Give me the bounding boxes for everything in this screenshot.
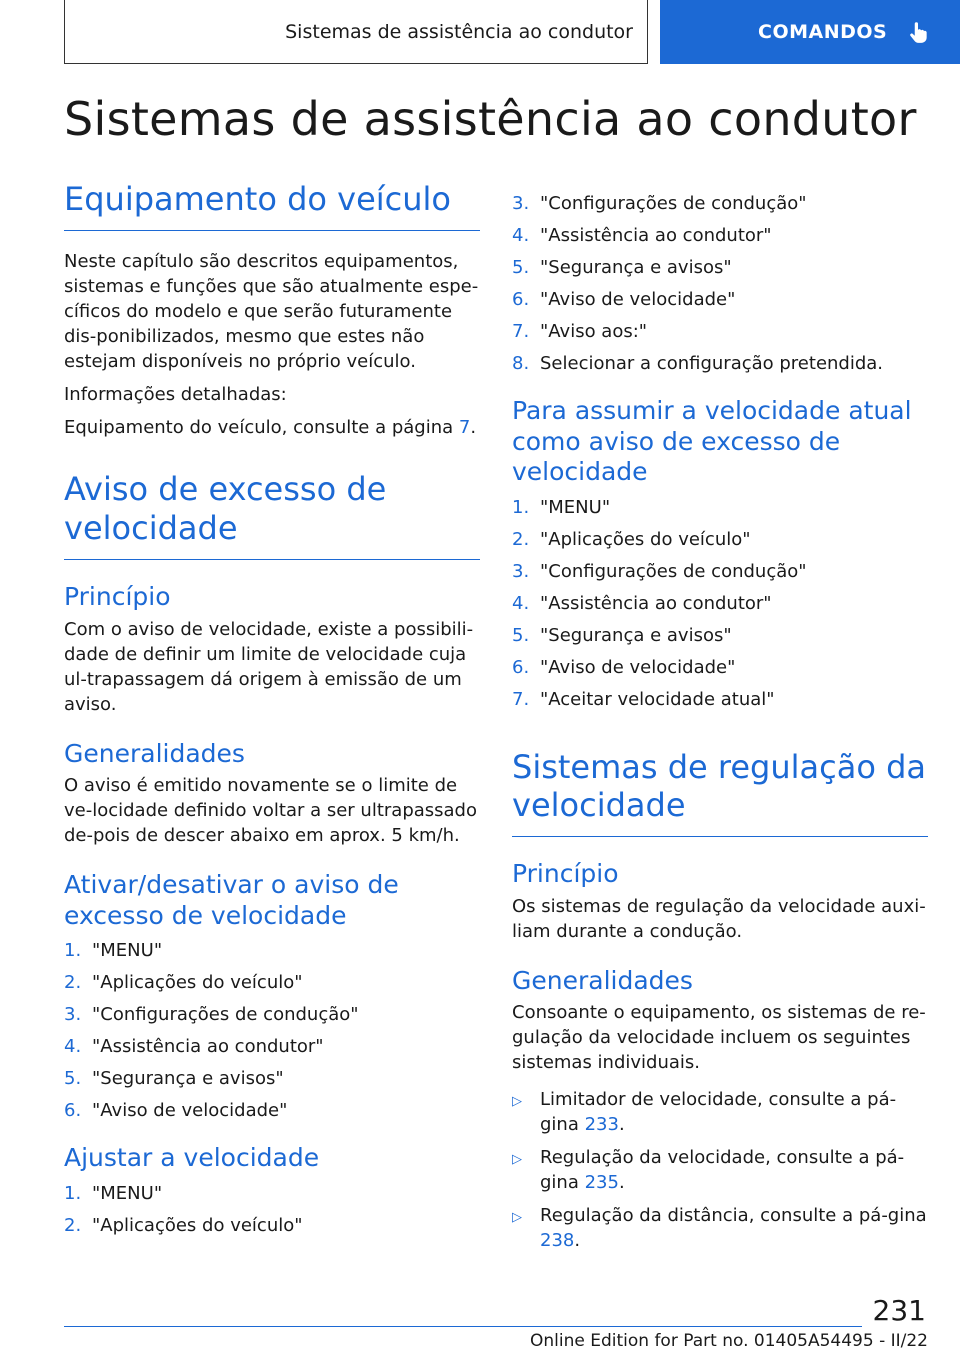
- page-link[interactable]: 7: [458, 417, 471, 439]
- list-item: [64, 967, 480, 999]
- current-steps-list: [512, 492, 928, 716]
- step-number: 6.: [512, 656, 530, 678]
- list-item: [64, 1095, 480, 1127]
- equipment-reference: [64, 415, 480, 440]
- step-text: "Aviso de velocidade": [540, 656, 736, 678]
- page-link[interactable]: 235: [584, 1172, 619, 1194]
- left-column: [64, 180, 480, 1242]
- triangle-bullet-icon: ▷: [512, 1210, 522, 1226]
- footer-edition: Online Edition for Part no. 01405A54495 - II/22: [529, 1331, 928, 1351]
- step-number: 5.: [512, 624, 530, 646]
- step-number: 5.: [512, 257, 530, 278]
- step-number: 1.: [64, 940, 82, 962]
- list-item: [512, 492, 928, 524]
- heading-equipment: Equipamento do veículo: [64, 180, 480, 231]
- toggle-steps-list: [64, 935, 480, 1127]
- step-number: 7.: [512, 688, 530, 710]
- adjust-steps-list: [64, 1178, 480, 1242]
- footer-divider: [64, 1326, 862, 1327]
- page-link[interactable]: 238: [540, 1230, 575, 1252]
- equipment-paragraph: Neste capítulo são descritos equipamentos, sistemas e funções que são atualmente espe-cíficos do modelo e que serão futuramente dis-ponibilizados, mesmo que estes não estejam disponíveis no próprio veículo.: [64, 251, 479, 373]
- step-number: 2.: [512, 528, 530, 550]
- reference-text: Equipamento do veículo, consulte a página: [64, 417, 459, 439]
- general-text-2: Consoante o equipamento, os sistemas de re-gulação da velocidade incluem os seguintes sistemas individuais.: [512, 1002, 926, 1074]
- step-number: 2.: [64, 1214, 82, 1236]
- step-text: "Aceitar velocidade atual": [540, 688, 775, 710]
- right-column: [512, 188, 928, 1261]
- general-text: O aviso é emitido novamente se o limite de ve-locidade definido voltar a ser ultrapassado de-pois de descer abaixo em aprox. 5 km/h.: [64, 775, 477, 847]
- step-text: "Segurança e avisos": [92, 1068, 284, 1090]
- section-title: Sistemas de assistência ao condutor: [285, 20, 633, 43]
- list-item: [64, 1210, 480, 1242]
- reference-end: .: [470, 417, 477, 439]
- step-text: "Aviso aos:": [540, 321, 648, 342]
- heading-toggle-warning: Ativar/desativar o aviso de excesso de velocidade: [64, 870, 399, 930]
- step-number: 1.: [64, 1182, 82, 1204]
- step-text: "MENU": [92, 940, 163, 962]
- step-number: 4.: [512, 225, 530, 246]
- step-text: "Aplicações do veículo": [92, 1214, 303, 1236]
- step-number: 6.: [512, 289, 530, 310]
- bullet-text-body: Regulação da velocidade, consulte a pá-gina: [540, 1147, 905, 1194]
- step-number: 1.: [512, 496, 530, 518]
- step-number: 4.: [64, 1036, 82, 1058]
- list-item: [512, 316, 928, 348]
- step-number: 8.: [512, 353, 530, 374]
- step-text: "Assistência ao condutor": [540, 592, 772, 614]
- list-item: [512, 524, 928, 556]
- bullet-text-body: Limitador de velocidade, consulte a pá-gina: [540, 1089, 897, 1136]
- step-text: Selecionar a configuração pretendida.: [540, 353, 884, 374]
- triangle-bullet-icon: ▷: [512, 1094, 522, 1110]
- list-item: [512, 1203, 928, 1253]
- step-text: "Aviso de velocidade": [92, 1100, 288, 1122]
- heading-general-2: Generalidades: [512, 965, 693, 995]
- list-item: [512, 684, 928, 716]
- list-item: [512, 620, 928, 652]
- section-header: [64, 0, 648, 64]
- list-item: [512, 1087, 928, 1137]
- step-text: "Segurança e avisos": [540, 624, 732, 646]
- bullet-text: [540, 1087, 928, 1137]
- list-item: [512, 284, 928, 316]
- page-number: 231: [872, 1294, 926, 1327]
- step-text: "Configurações de condução": [92, 1004, 359, 1026]
- list-item: [64, 935, 480, 967]
- list-item: [512, 188, 928, 220]
- adjust-steps-list-continued: [512, 188, 928, 380]
- step-number: 3.: [512, 193, 530, 214]
- bullet-text: [540, 1203, 928, 1253]
- step-text: "Configurações de condução": [540, 560, 807, 582]
- step-number: 6.: [64, 1100, 82, 1122]
- list-item: [512, 556, 928, 588]
- list-item: [64, 1031, 480, 1063]
- step-number: 3.: [64, 1004, 82, 1026]
- heading-principle-2: Princípio: [512, 859, 619, 889]
- page-link[interactable]: 233: [584, 1114, 619, 1136]
- info-label: Informações detalhadas:: [64, 384, 287, 406]
- step-number: 5.: [64, 1068, 82, 1090]
- bullet-text-end: .: [618, 1172, 625, 1194]
- list-item: [64, 1063, 480, 1095]
- step-text: "MENU": [540, 496, 611, 518]
- principle-text-2: Os sistemas de regulação da velocidade auxi-liam durante a condução.: [512, 895, 926, 942]
- step-number: 7.: [512, 321, 530, 342]
- step-number: 2.: [64, 972, 82, 994]
- list-item: [512, 1145, 928, 1195]
- list-item: [512, 252, 928, 284]
- bullet-text-end: .: [618, 1114, 625, 1136]
- triangle-bullet-icon: ▷: [512, 1152, 522, 1168]
- step-text: "Assistência ao condutor": [540, 225, 772, 246]
- list-item: [512, 588, 928, 620]
- page-title: Sistemas de assistência ao condutor: [64, 92, 917, 146]
- step-text: "Aviso de velocidade": [540, 289, 736, 310]
- step-text: "Configurações de condução": [540, 193, 807, 214]
- list-item: [64, 1178, 480, 1210]
- bullet-text-body: Regulação da distância, consulte a pá-gina: [540, 1205, 927, 1227]
- heading-speed-warning: Aviso de excesso de velocidade: [64, 470, 480, 560]
- heading-adjust-speed: Ajustar a velocidade: [64, 1143, 320, 1173]
- step-number: 3.: [512, 560, 530, 582]
- step-text: "Segurança e avisos": [540, 257, 732, 278]
- step-text: "MENU": [92, 1182, 163, 1204]
- step-text: "Aplicações do veículo": [92, 972, 303, 994]
- list-item: [64, 999, 480, 1031]
- bullet-text: [540, 1145, 928, 1195]
- list-item: [512, 220, 928, 252]
- heading-principle: Princípio: [64, 582, 171, 612]
- heading-current-speed: Para assumir a velocidade atual como aviso de excesso de velocidade: [512, 396, 912, 486]
- bullet-text-end: .: [574, 1230, 581, 1252]
- list-item: [512, 348, 928, 380]
- list-item: [512, 652, 928, 684]
- chapter-tab-label: COMANDOS: [758, 21, 888, 43]
- step-number: 4.: [512, 592, 530, 614]
- speed-control-systems-list: [512, 1087, 928, 1253]
- chapter-tab[interactable]: [660, 0, 960, 64]
- hand-pointer-icon: [905, 19, 931, 45]
- step-text: "Assistência ao condutor": [92, 1036, 324, 1058]
- step-text: "Aplicações do veículo": [540, 528, 751, 550]
- heading-general: Generalidades: [64, 738, 245, 768]
- principle-text: Com o aviso de velocidade, existe a possibili-dade de definir um limite de velocidade cuja ul-trapassagem dá origem à emissão de um aviso.: [64, 618, 474, 715]
- heading-speed-control: Sistemas de regulação da velocidade: [512, 748, 928, 838]
